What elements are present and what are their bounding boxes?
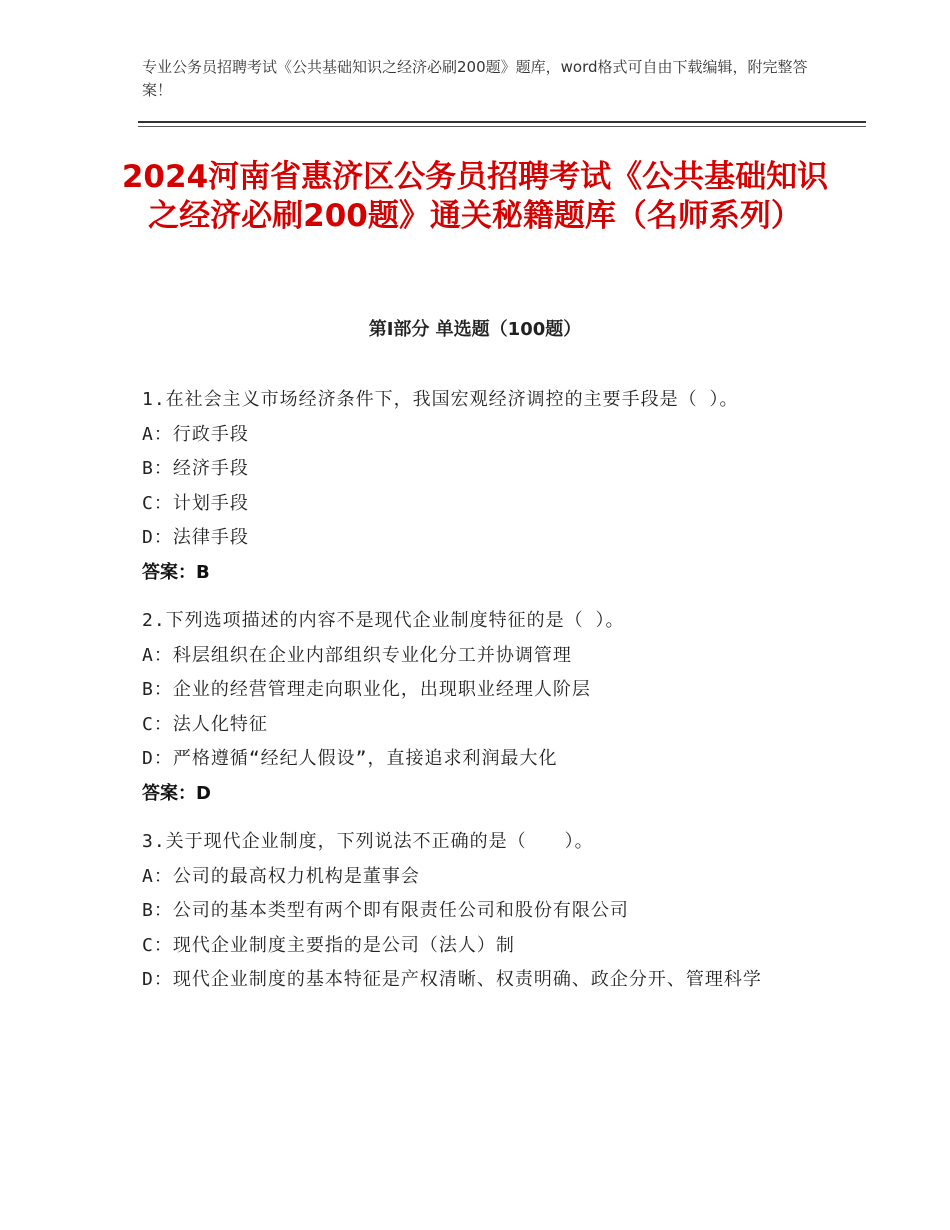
question-list: [142, 383, 822, 1012]
option-c: C：计划手段: [142, 492, 249, 514]
question-stem: 1.在社会主义市场经济条件下，我国宏观经济调控的主要手段是（ ）。: [142, 389, 739, 410]
option-c: C：现代企业制度主要指的是公司（法人）制: [142, 934, 515, 956]
header-rule-thin: [138, 126, 866, 127]
option-c: C：法人化特征: [142, 713, 268, 735]
question-1: [142, 383, 822, 590]
answer: 答案：D: [142, 782, 211, 804]
option-a: A：行政手段: [142, 423, 249, 445]
option-a: A：科层组织在企业内部组织专业化分工并协调管理: [142, 644, 572, 666]
option-a: A：公司的最高权力机构是董事会: [142, 865, 420, 887]
option-d: D：法律手段: [142, 527, 249, 548]
header-rule-thick: [138, 121, 866, 123]
option-b: B：公司的基本类型有两个即有限责任公司和股份有限公司: [142, 900, 629, 921]
question-stem: 3.关于现代企业制度，下列说法不正确的是（ ）。: [142, 831, 594, 852]
question-2: [142, 604, 822, 811]
option-b: B：经济手段: [142, 458, 249, 479]
question-stem: 2.下列选项描述的内容不是现代企业制度特征的是（ ）。: [142, 610, 625, 631]
option-d: D：严格遵循“经纪人假设”，直接追求利润最大化: [142, 748, 558, 769]
answer: 答案：B: [142, 561, 210, 583]
section-title: 第Ⅰ部分 单选题（100题）: [368, 319, 582, 340]
document-title: 2024河南省惠济区公务员招聘考试《公共基础知识之经济必刷200题》通关秘籍题库（名师系列）: [121, 159, 829, 234]
option-b: B：企业的经营管理走向职业化，出现职业经理人阶层: [142, 679, 591, 700]
header-note: 专业公务员招聘考试《公共基础知识之经济必刷200题》题库，word格式可自由下载编辑，附完整答案！: [142, 58, 808, 99]
question-3: [142, 825, 822, 998]
option-d: D：现代企业制度的基本特征是产权清晰、权责明确、政企分开、管理科学: [142, 969, 762, 990]
